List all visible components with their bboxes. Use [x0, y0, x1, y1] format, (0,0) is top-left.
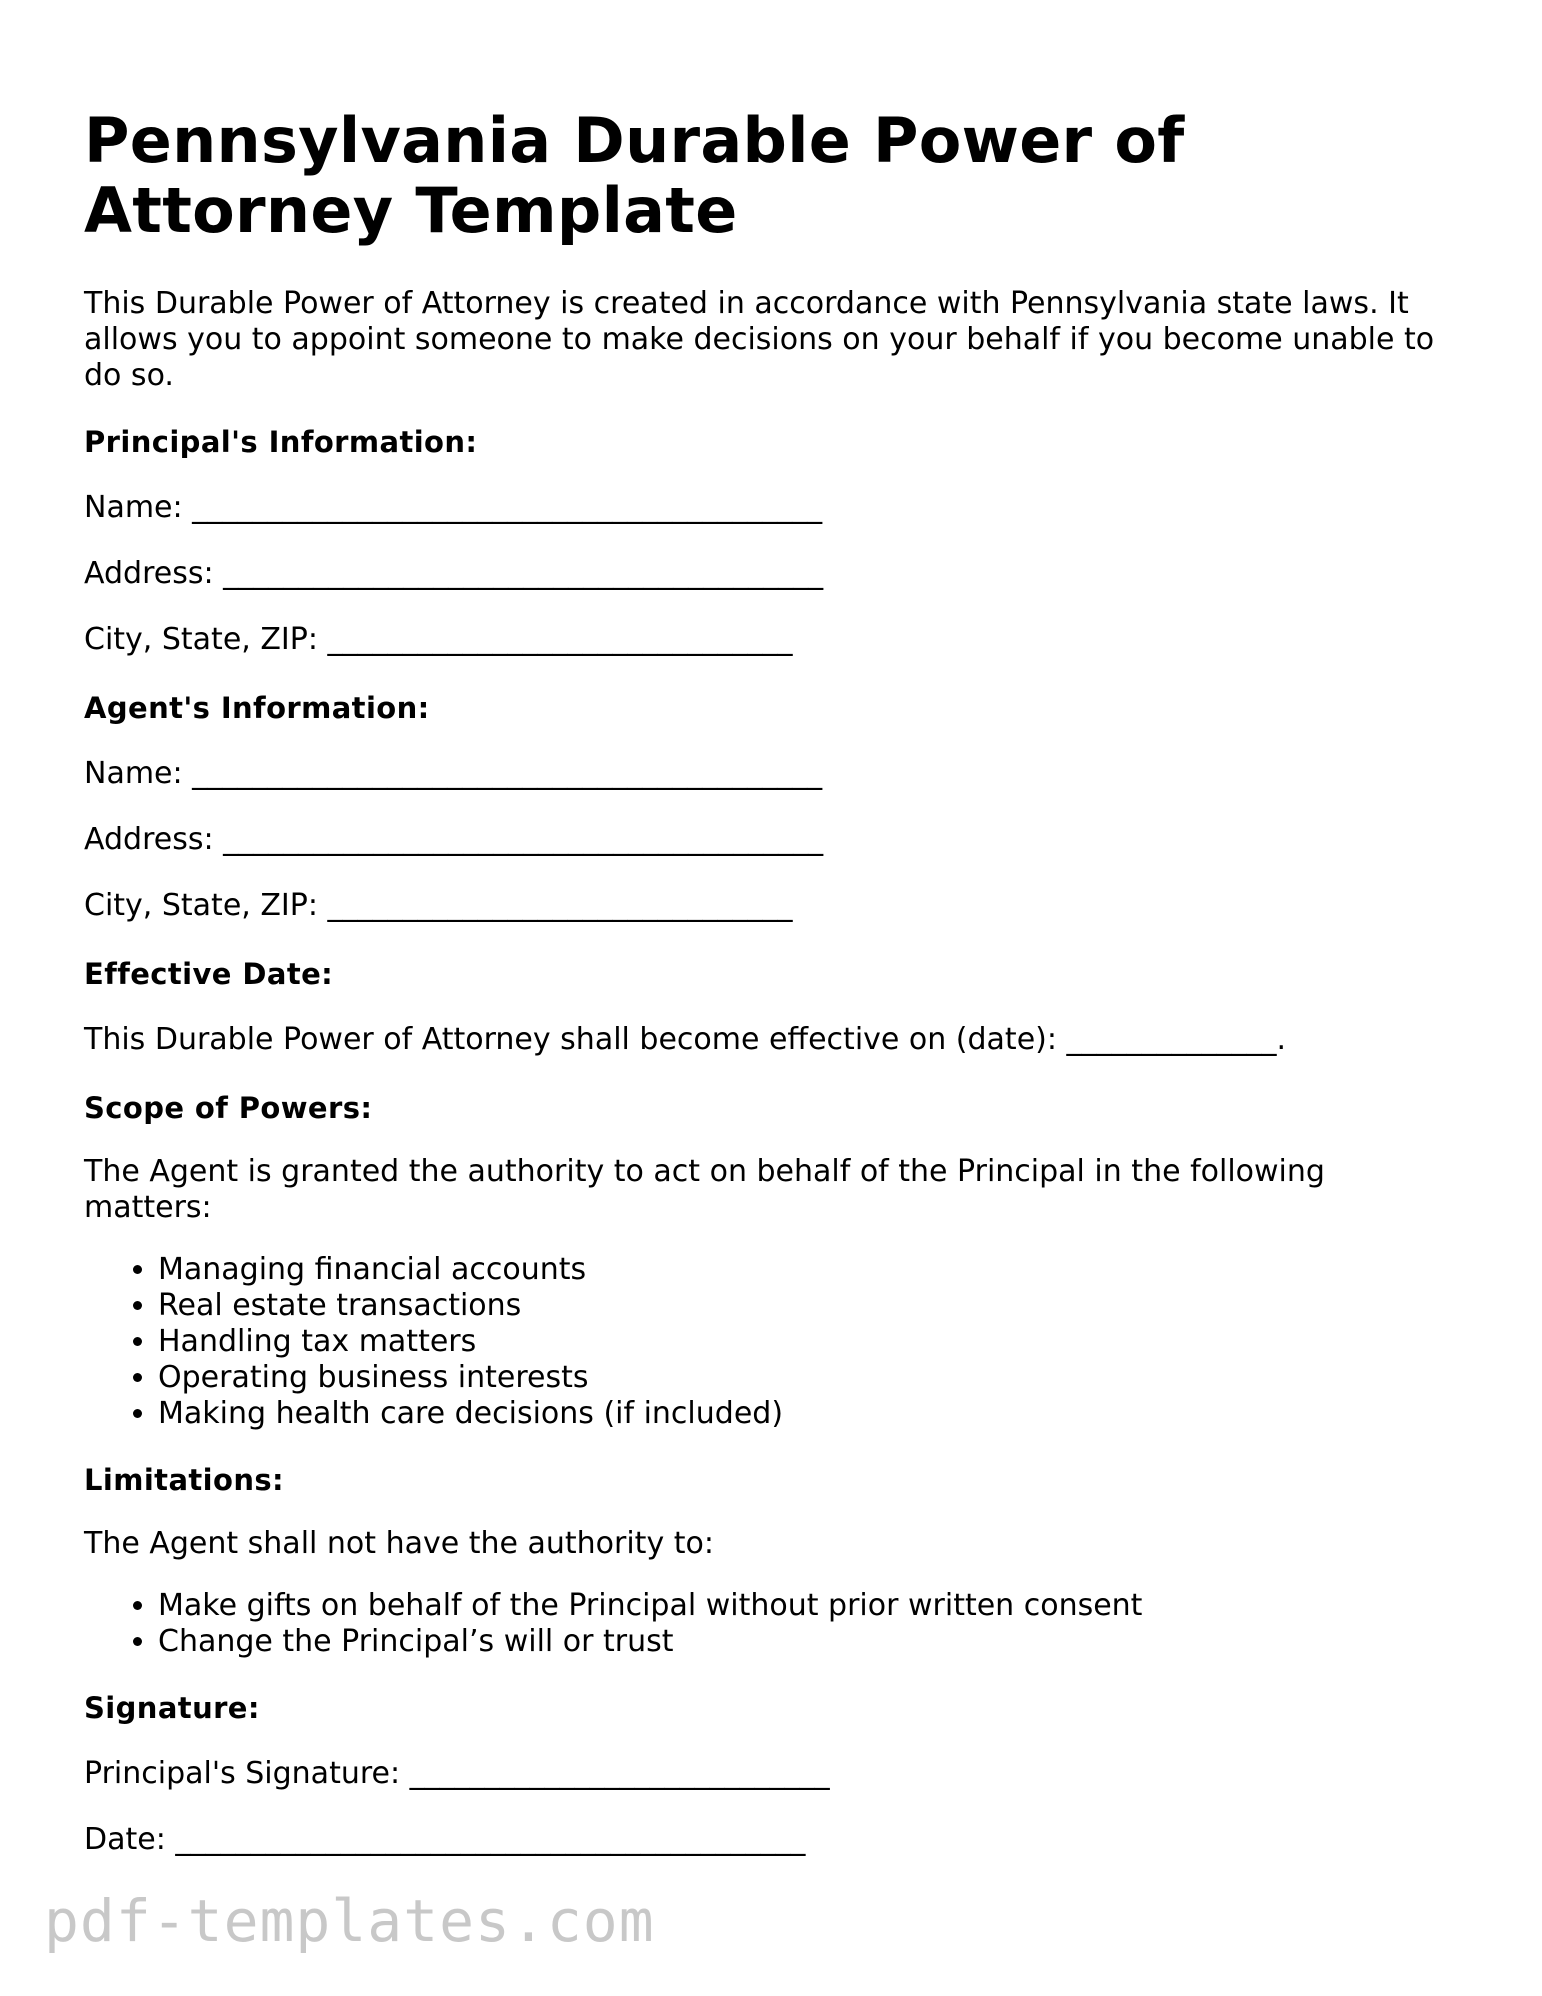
principal-signature-field[interactable]: Principal's Signature: ____________________________	[84, 1756, 830, 1791]
list-item: • Managing financial accounts	[158, 1252, 1464, 1288]
limitations-heading: Limitations:	[84, 1463, 285, 1497]
principal-name-field[interactable]: Name: __________________________________________	[84, 490, 823, 525]
scope-list	[84, 1252, 1464, 1432]
scope-of-powers-heading: Scope of Powers:	[84, 1091, 373, 1125]
effective-date-heading: Effective Date:	[84, 957, 334, 991]
agent-city-state-zip-field[interactable]: City, State, ZIP: _______________________________	[84, 888, 793, 923]
principal-info-heading: Principal's Information:	[84, 425, 478, 459]
principal-city-state-zip-field[interactable]: City, State, ZIP: _______________________________	[84, 622, 793, 657]
signature-date-field[interactable]: Date: __________________________________________	[84, 1822, 806, 1857]
scope-paragraph: The Agent is granted the authority to act on behalf of the Principal in the following matters:	[84, 1154, 1325, 1225]
principal-address-field[interactable]: Address: ________________________________________	[84, 556, 824, 591]
list-item: • Handling tax matters	[158, 1324, 1464, 1360]
list-item: • Make gifts on behalf of the Principal without prior written consent	[158, 1588, 1464, 1624]
list-item: • Operating business interests	[158, 1360, 1464, 1396]
list-item: • Making health care decisions (if included)	[158, 1396, 1464, 1432]
list-item: • Change the Principal’s will or trust	[158, 1624, 1464, 1660]
agent-info-heading: Agent's Information:	[84, 691, 430, 725]
intro-paragraph: This Durable Power of Attorney is created in accordance with Pennsylvania state laws. It allows you to appoint someone to make decisions on your behalf if you become unable to do so.	[84, 286, 1435, 393]
document-page	[84, 106, 1464, 1860]
agent-name-field[interactable]: Name: __________________________________________	[84, 756, 823, 791]
agent-address-field[interactable]: Address: ________________________________________	[84, 822, 824, 857]
signature-heading: Signature:	[84, 1691, 260, 1725]
list-item: • Real estate transactions	[158, 1288, 1464, 1324]
effective-date-field[interactable]: This Durable Power of Attorney shall become effective on (date): ______________.	[84, 1022, 1287, 1057]
limitations-paragraph: The Agent shall not have the authority to:	[84, 1526, 714, 1561]
document-title: Pennsylvania Durable Power of Attorney Template	[84, 104, 1185, 247]
limitations-list	[84, 1588, 1464, 1660]
watermark: pdf-templates.com	[44, 1887, 655, 1955]
